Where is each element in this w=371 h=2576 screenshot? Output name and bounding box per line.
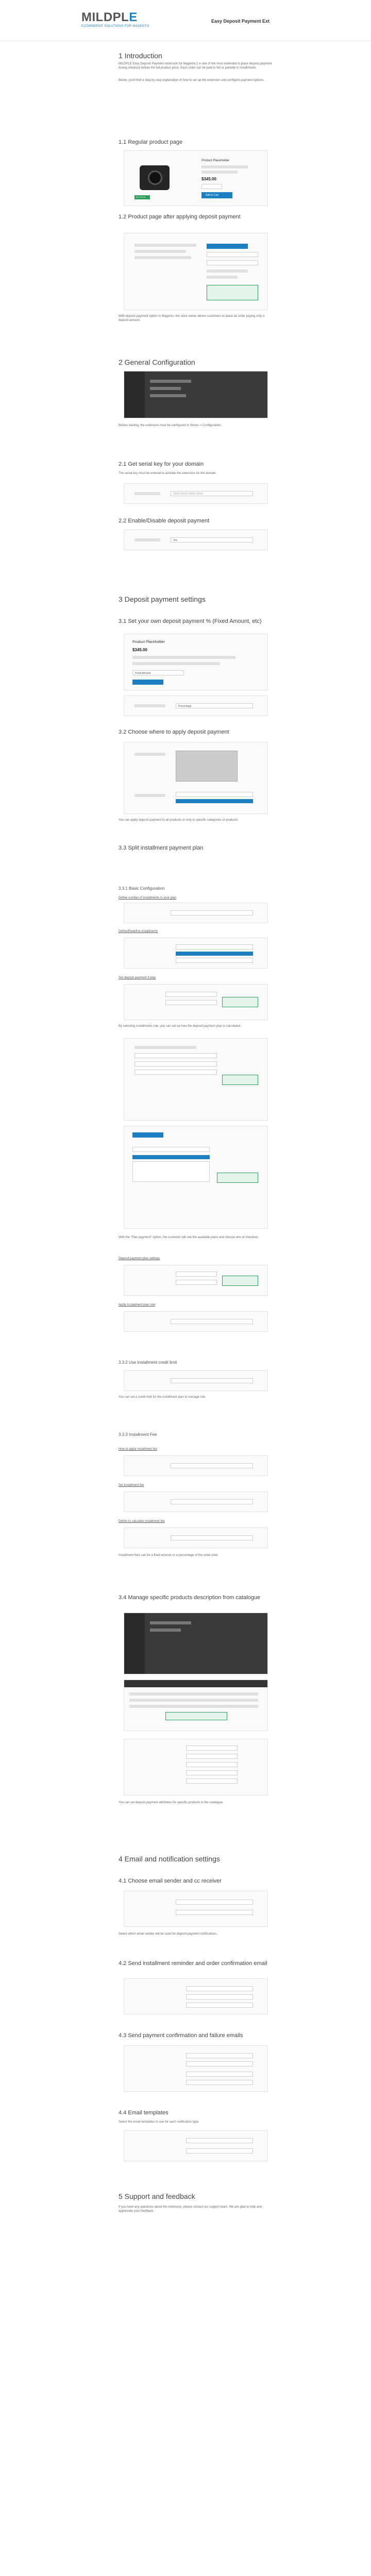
screenshot-regular-product: [124, 150, 268, 206]
general-config-paragraph: Before starting, the extension must be configured in Stores > Configuration.: [119, 424, 222, 427]
screenshot-plan-options: [124, 1126, 268, 1229]
intro-paragraph-1: MILDPLE Easy Deposit Payment extension for Magento 2 is one of the most extended to place deposit payment during checkout before the full product price. Each order can be paid in full or partially in installments.: [119, 62, 272, 70]
logo-text: MILDPLE: [81, 10, 138, 24]
screenshot-deposit-product: [124, 233, 268, 310]
screenshot-serial-key: [124, 483, 268, 504]
serial-key-paragraph: The serial key must be entered to activate the extension for the domain.: [119, 472, 217, 475]
section-title-installment-fee: 3.3.3 Installment Fee: [119, 1432, 157, 1437]
deposit-option[interactable]: [207, 244, 248, 249]
label-plan-settings: Deposit payment plan settings: [119, 1257, 160, 1260]
basic-config-paragraph: By selecting installments rule, you can set up how the deposit payment plan is calculated.: [119, 1025, 241, 1028]
logo-subtitle: ECOMMERCE SOLUTIONS FOR MAGENTO: [81, 25, 149, 28]
serial-key-input[interactable]: XXXX-XXXX-XXXX-XXXX: [171, 491, 253, 496]
screenshot-own-deposit: Product Placeholder $345.00 Fixed Amount: [124, 634, 268, 690]
section-title-regular-product: 1.1 Regular product page: [119, 139, 183, 145]
section-title-deposit-settings: 3 Deposit payment settings: [119, 595, 206, 603]
label-define-installments: Define/Redefine installments: [119, 930, 158, 933]
plan-paragraph: With the "Plan payment" option, the customer will see the available plans and choose one at checkout.: [119, 1236, 259, 1239]
deposit-paragraph: With deposit payment option in Magento, the store owner allows customers to place an order paying only a deposit amount.: [119, 315, 265, 322]
section-title-where-apply: 3.2 Choose where to apply deposit payment: [119, 729, 229, 735]
section-title-credit-limit: 3.3.2 Use Installment credit limit: [119, 1360, 177, 1365]
section-title-reminder-email: 4.2 Send installment reminder and order confirmation email: [119, 1960, 267, 1967]
installments-count-input[interactable]: [171, 910, 253, 916]
section-title-email-sender: 4.1 Choose email sender and cc receiver: [119, 1878, 222, 1884]
screenshot-product-attributes: [124, 1739, 268, 1795]
label-calculate-fee: Define to calculate installment fee: [119, 1520, 165, 1523]
credit-limit-paragraph: You can set a credit limit for the installment plan to manage risk.: [119, 1396, 206, 1399]
document-title: Easy Deposit Payment Ext: [211, 19, 270, 24]
section-title-catalogue: 3.4 Manage specific products description from catalogue: [119, 1595, 261, 1601]
screenshot-catalogue-admin: [124, 1613, 268, 1674]
category-multiselect[interactable]: [176, 751, 238, 782]
section-title-serial-key: 2.1 Get serial key for your domain: [119, 461, 204, 467]
screenshot-deposit-amount: Percentage: [124, 696, 268, 716]
where-apply-paragraph: You can apply deposit payment to all products or only to specific categories or products.: [119, 819, 239, 822]
logo[interactable]: [81, 10, 184, 31]
email-sender-paragraph: Select which email sender will be used for deposit payment notifications.: [119, 1933, 218, 1936]
email-sender-select[interactable]: [176, 1900, 253, 1905]
section-title-general-config: 2 General Configuration: [119, 358, 195, 366]
label-set-fee: Set installment fee: [119, 1484, 144, 1487]
product-name: Product Placeholder: [201, 159, 230, 162]
section-title-confirmation-email: 4.3 Send payment confirmation and failure emails: [119, 2032, 243, 2039]
screenshot-admin-menu: [124, 371, 268, 418]
installment-fee-paragraph: Installment fees can be a fixed amount or a percentage of the order total.: [119, 1554, 218, 1557]
section-title-support: 5 Support and feedback: [119, 2192, 195, 2200]
intro-paragraph-2: Below, you'll find a step-by-step explanation of how to set up the extension and configure payment options.: [119, 79, 264, 82]
section-title-own-deposit: 3.1 Set your own deposit payment % (Fixed Amount, etc): [119, 618, 262, 624]
screenshot-where-apply: [124, 742, 268, 814]
header: [0, 0, 371, 41]
email-cc-input[interactable]: [176, 1910, 253, 1915]
screenshot-catalogue-grid: [124, 1680, 268, 1731]
enable-select[interactable]: Yes: [171, 537, 253, 543]
product-price: $345.00: [201, 177, 216, 181]
label-apply-plan-rule: Apply to payment plan rule: [119, 1303, 156, 1307]
section-title-introduction: 1 Introduction: [119, 52, 162, 60]
qty-input[interactable]: [201, 184, 222, 189]
email-templates-paragraph: Select the email templates to use for each notification type.: [119, 2121, 199, 2124]
catalogue-paragraph: You can set deposit payment attributes for specific products in the catalogue.: [119, 1801, 224, 1804]
section-title-email: 4 Email and notification settings: [119, 1855, 220, 1863]
section-title-split-plan: 3.3 Split installment payment plan: [119, 845, 204, 851]
section-title-deposit-product: 1.2 Product page after applying deposit payment: [119, 214, 241, 220]
label-number-installments: Define number of installments in your plan: [119, 896, 177, 900]
section-title-enable-disable: 2.2 Enable/Disable deposit payment: [119, 518, 210, 524]
screenshot-enable-disable: [124, 530, 268, 550]
screenshot-plan-settings: [124, 1038, 268, 1121]
stock-badge: IN STOCK: [134, 195, 150, 199]
deposit-summary: [207, 285, 258, 300]
product-image: [140, 165, 170, 190]
label-apply-fee: How to apply installment fee: [119, 1448, 158, 1451]
add-to-cart-button[interactable]: Add to Cart: [201, 192, 232, 198]
deposit-type-select[interactable]: Fixed Amount: [132, 670, 184, 675]
support-paragraph: If you have any questions about the extension, please contact our support team. We are glad to help and appreciate your feedback.: [119, 2206, 262, 2213]
section-title-basic-config: 3.3.1 Basic Configuration: [119, 886, 165, 891]
section-title-email-templates: 4.4 Email templates: [119, 2110, 168, 2116]
label-deposit-if-plan: Set deposit payment if plan: [119, 976, 156, 979]
